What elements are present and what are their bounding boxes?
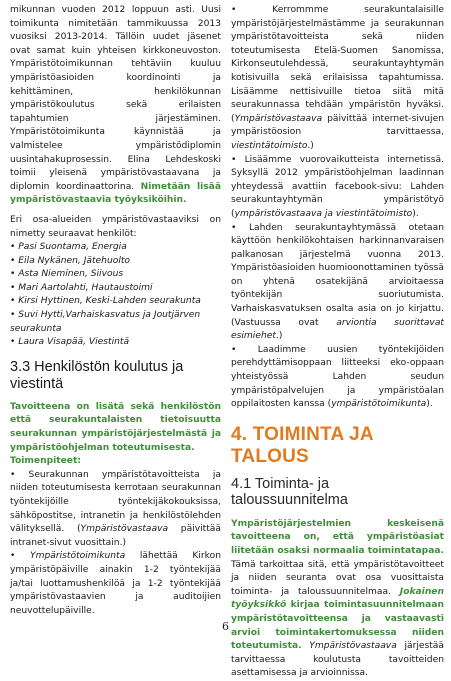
italic-text: Ympäristövastaava bbox=[234, 113, 323, 124]
italic-text: viestintätoimisto bbox=[231, 140, 308, 151]
section-heading-4-1: 4.1 Toiminta- ja taloussuunnitelma bbox=[231, 475, 348, 508]
plain-text: järjestää tarvittaessa koulutusta tavoitteiden asettamisessa ja arvioinnissa. bbox=[231, 641, 444, 679]
bullet-text: ). bbox=[426, 399, 433, 410]
contact-item: • Mari Aartolahti, Hautaustoimi bbox=[10, 282, 153, 293]
green-emphasis: Nimetään lisää ympäristövastaavia työyksiköihin. bbox=[10, 181, 221, 206]
contacts-list bbox=[10, 241, 221, 350]
bullet-item bbox=[231, 4, 444, 154]
contact-item: • Asta Nieminen, Siivous bbox=[10, 269, 124, 280]
right-column bbox=[231, 4, 444, 681]
italic-text: ympäristötoimikunta bbox=[331, 399, 427, 410]
bullet-text: päivittää internet-sivujen ympäristöosion tarvittaessa, bbox=[231, 113, 444, 138]
bullet-item bbox=[10, 550, 221, 618]
bullet-text: ). bbox=[412, 208, 419, 219]
chapter-heading-4: 4. TOIMINTA JA TALOUS bbox=[231, 423, 374, 467]
italic-text: Ympäristövastaava bbox=[301, 641, 397, 652]
bullet-text: päivittää intranet-sivut vuosittain.) bbox=[10, 524, 221, 548]
section-heading-3-3: 3.3 Henkilöstön koulutus ja viestintä bbox=[10, 358, 184, 392]
plain-text: Tämä tarkoittaa sitä, että ympäristötavoitteet ja niiden seuranta ovat osa vuosittaista toiminta- ja taloussuunnitelmaa. bbox=[231, 559, 444, 597]
contact-item: • Pasi Suontama, Energia bbox=[10, 242, 127, 253]
green-italic-emphasis: Jokainen työyksikkö bbox=[231, 586, 444, 611]
bullet-item bbox=[231, 344, 444, 412]
contact-item: • Eila Nykänen, Jätehuolto bbox=[10, 255, 131, 266]
actions-label: Toimenpiteet: bbox=[10, 456, 82, 467]
bullet-text: • Seurakunnan ympäristötavoitteista ja niiden toteutumisesta kerrotaan seurakunnan työntekijöille työntekijäkokouksissa, sähköpostitse, intranetin ja henkilöstölehden välityksellä. ( bbox=[10, 469, 221, 535]
goal-text: Tavoitteena on lisätä sekä henkilöstön että seurakuntalaisten tietoisuutta seurakunnan ympäristöjärjestelmästä ja ympäristöohjelman toteutumisesta. bbox=[10, 401, 221, 453]
page-number: 6 bbox=[222, 620, 229, 633]
italic-text: arviontia suorittavat esimiehet bbox=[231, 317, 445, 342]
bullet-text: .) bbox=[275, 331, 283, 342]
bullet-item bbox=[231, 222, 444, 344]
bullet-text: • Lahden seurakuntayhtymässä otetaan käyttöön henkilökohtaisen harkinnanvaraisen palkanosan järjestelmä vuonna 2013. Ympäristöasioiden huomioonottaminen työssä on yhtenä osatekijänä arvioitaessa työntekijän suoriutumista. Varhaiskasvatuksen osalta asia on jo kirjattu. (Vastuussa ovat bbox=[231, 222, 444, 328]
green-emphasis: Ympäristöjärjestelmien keskeisenä tavoitteena on, että ympäristöasiat liitetään osaksi normaalia toimintatapaa. bbox=[231, 518, 444, 556]
contact-item: • Suvi Hytti,Varhaiskasvatus ja Joutjärven seurakunta bbox=[10, 310, 201, 334]
intro-text: mikunnan vuoden 2012 loppuun asti. Uusi toimikunta nimitetään tammikuussa 2013 vuosiksi 2013-2014. Tällöin uudet jäsenet ovat samat kuin yhteisen kirkkoneuvoston. Ympäristötoimikunnan tehtäviin kuuluu ympäristöasioiden koordinointi ja kehittäminen, henkilökunnan ympäristökoulutus sekä erilaisten tapahtumien järjestäminen. Ympäristötoimikunta käynnistää ja valmistelee ympäristödiplomin uusintahakuprosessin. Elina Lehdeskoski toimii yleisenä ympäristövastaavana ja diplomin koordinaattorina. bbox=[10, 5, 221, 192]
bullet-text: lähettää Kirkon ympäristöpäiville ainakin 1-2 työntekijää ja/tai luottamushenkilöä ja 1-2 työntekijää ympäristövastaavien ja auditoijien neuvottelupäiville. bbox=[10, 551, 221, 616]
plan-paragraph bbox=[231, 518, 444, 681]
contacts-intro: Eri osa-alueiden ympäristövastaaviksi on nimetty seuraavat henkilöt: bbox=[10, 214, 221, 239]
bullet-item bbox=[10, 469, 221, 551]
bullet-text: • Kerrommme seurakuntalaisille ympäristöjärjestelmästämme ja seurakunnan ympäristötavoitteista sekä niiden toteutumisesta Etelä-Suomen Sanomissa, Kirkonseutulehdessä, seurakuntayhtymän kotisivuilla sekä erilaisissa tapahtumissa. Lisäämme nettisivuille tietoa siitä mitä seurakunnassa tehdään ympäristön hyväksi. ( bbox=[231, 5, 444, 124]
contact-item: • Kirsi Hyttinen, Keski-Lahden seurakunta bbox=[10, 296, 201, 307]
bullet-text: • Lisäämme vuorovaikutteista internetissä. Syksyllä 2012 ympäristöohjelman laadinnan yhteydessä avattiin facebook-sivu: Lahden seurakuntayhtymän ympäristötyö ( bbox=[231, 154, 444, 219]
bullet-text: • Laadimme uusien työntekijöiden perehdyttämisoppaan liitteeksi eko-oppaan yhteistyössä Lahden seudun ympäristöpalvelujen ja ympäristöalan oppilaitosten kanssa ( bbox=[231, 344, 444, 410]
contact-item: • Laura Visapää, Viestintä bbox=[10, 337, 130, 348]
italic-text: • Ympäristötoimikunta bbox=[10, 551, 126, 562]
left-column bbox=[10, 4, 221, 618]
bullet-item bbox=[231, 154, 444, 222]
italic-text: Ympäristövastaava bbox=[80, 524, 169, 535]
bullet-text: .) bbox=[307, 140, 314, 151]
green-emphasis: kirjaa toimintasuunnitelmaan ympäristötavoitteensa ja vastaavasti arvioi toimintakertomuksessa niiden toteutumista. bbox=[231, 600, 444, 652]
italic-text: ympäristövastaava ja viestintätoimisto bbox=[234, 208, 413, 219]
intro-paragraph bbox=[10, 4, 221, 208]
